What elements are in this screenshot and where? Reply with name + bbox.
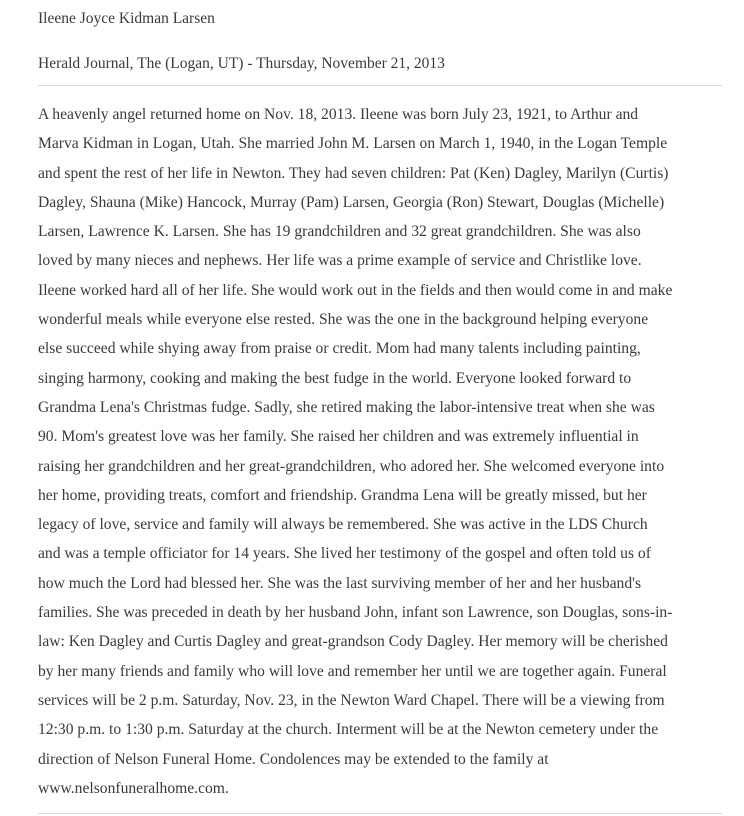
body-line: law: Ken Dagley and Curtis Dagley and great-grandson Cody Dagley. Her memory will be cherished [38, 633, 668, 651]
body-line: services will be 2 p.m. Saturday, Nov. 23, in the Newton Ward Chapel. There will be a viewing from [38, 691, 665, 709]
body-line: Larsen, Lawrence K. Larsen. She has 19 grandchildren and 32 great grandchildren. She was also [38, 223, 641, 241]
body-line: 90. Mom's greatest love was her family. She raised her children and was extremely influential in [38, 428, 639, 446]
body-line: and spent the rest of her life in Newton. They had seven children: Pat (Ken) Dagley, Marilyn (Curtis) [38, 164, 669, 182]
body-line: families. She was preceded in death by her husband John, infant son Lawrence, son Douglas, sons-in- [38, 604, 673, 622]
body-line: raising her grandchildren and her great-grandchildren, who adored her. She welcomed everyone into [38, 457, 665, 475]
obituary-name: Ileene Joyce Kidman Larsen [38, 10, 215, 27]
body-line: Grandma Lena's Christmas fudge. Sadly, she retired making the labor-intensive treat when she was [38, 398, 655, 416]
body-line: else succeed while shying away from praise or credit. Mom had many talents including painting, [38, 340, 641, 358]
body-line: Dagley, Shauna (Mike) Hancock, Murray (Pam) Larsen, Georgia (Ron) Stewart, Douglas (Michelle) [38, 193, 665, 211]
body-line: wonderful meals while everyone else rested. She was the one in the background helping everyone [38, 311, 649, 329]
body-line: how much the Lord had blessed her. She was the last surviving member of her and her husband's [38, 574, 642, 592]
body-line: Marva Kidman in Logan, Utah. She married John M. Larsen on March 1, 1940, in the Logan Temple [38, 135, 668, 153]
body-line: by her many friends and family who will love and remember her until we are together again. Funeral [38, 662, 667, 680]
obituary-source: Herald Journal, The (Logan, UT) - Thursday, November 21, 2013 [38, 55, 445, 72]
body-line: Ileene worked hard all of her life. She would work out in the fields and then would come in and make [38, 281, 673, 299]
bottom-divider [38, 813, 722, 814]
body-line: 12:30 p.m. to 1:30 p.m. Saturday at the church. Interment will be at the Newton cemetery under the [38, 721, 659, 739]
top-divider [38, 85, 722, 86]
obituary-body [38, 100, 728, 803]
body-line: and was a temple officiator for 14 years. She lived her testimony of the gospel and often told us of [38, 545, 651, 563]
body-line: A heavenly angel returned home on Nov. 18, 2013. Ileene was born July 23, 1921, to Arthur and [38, 106, 639, 123]
body-line: legacy of love, service and family will always be remembered. She was active in the LDS Church [38, 516, 648, 534]
body-line: singing harmony, cooking and making the best fudge in the world. Everyone looked forward to [38, 369, 632, 387]
body-line: her home, providing treats, comfort and friendship. Grandma Lena will be greatly missed, but her [38, 486, 647, 504]
body-line: www.nelsonfuneralhome.com. [38, 779, 229, 797]
body-line: direction of Nelson Funeral Home. Condolences may be extended to the family at [38, 750, 549, 768]
body-line: loved by many nieces and nephews. Her life was a prime example of service and Christlike love. [38, 252, 642, 270]
